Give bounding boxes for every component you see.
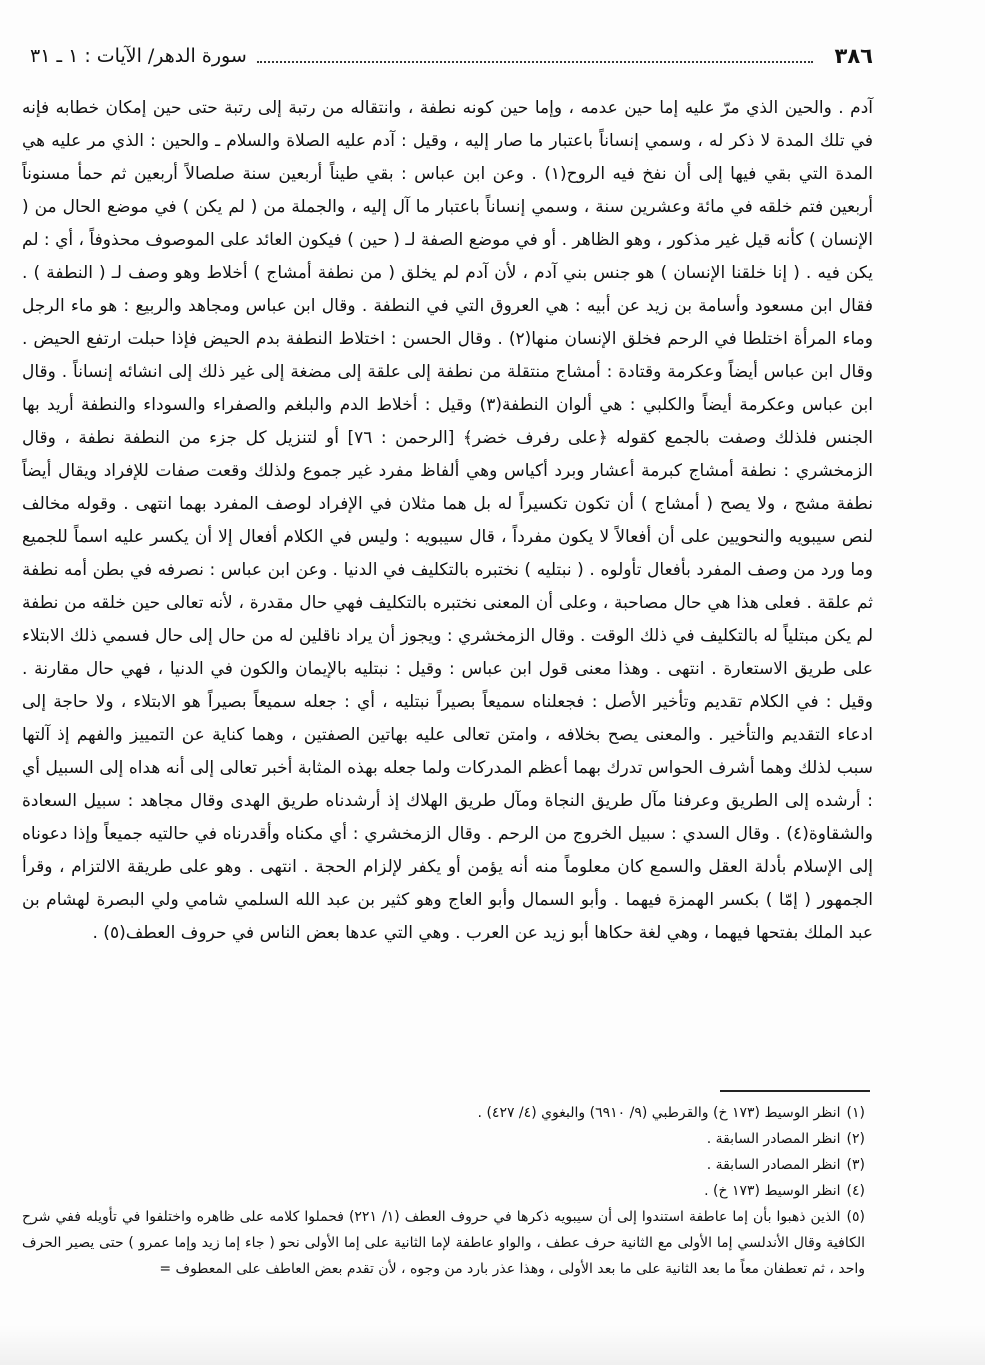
scan-bottom-edge xyxy=(0,1325,985,1365)
main-text xyxy=(22,92,873,950)
footnote-number: (٥) xyxy=(846,1209,865,1225)
header-dotted-leader xyxy=(257,61,813,63)
footnote-2 xyxy=(22,1126,865,1152)
footnote-text: الذين ذهبوا بأن إما عاطفة استندوا إلى أن سيبويه ذكرها في حروف العطف (١/ ٢٢١) فحملوا كلامه على ظاهره واختلفوا في تأويله ففي شرح الكافية وقال الأندلسي إما الأولى مع الثانية حرف عطف ، والواو عاطفة لإما الثانية على إما الأولى نحو ( جاء إما زيد وإما عمرو ) حتى يصير الحرف واحد ، ثم تعطفان معاً ما بعد الثانية على ما بعد الأولى ، وهذا عذر بارد من وجوه ، لأن تقدم بعض العاطف على المعطوف = xyxy=(22,1209,865,1277)
page-header xyxy=(30,40,873,72)
running-title: سورة الدهر/ الآيات : ١ ـ ٣١ xyxy=(30,45,247,67)
footnote-number: (٤) xyxy=(846,1183,865,1199)
footnote-text: انظر الوسيط (١٧٣ خ) . xyxy=(704,1183,841,1199)
footnote-number: (٢) xyxy=(846,1131,865,1147)
footnote-number: (١) xyxy=(846,1105,865,1121)
footnote-separator xyxy=(720,1090,870,1092)
body-paragraph: آدم . والحين الذي مرّ عليه إما حين عدمه ، وإما حين كونه نطفة ، وانتقاله من رتبة إلى رتبة حتى حين إمكان خطابه فإنه في تلك المدة لا ذكر له ، وسمي إنساناً باعتبار ما صار إليه ، وقيل : آدم عليه الصلاة والسلام ـ والحين : الذي مر عليه هي المدة التي بقي فيها إلى أن نفخ فيه الروح(١) . وعن ابن عباس : بقي طيناً أربعين سنة صلصالاً أربعين ثم حمأ مسنوناً أربعين فتم خلقه في مائة وعشرين سنة ، وسمي إنساناً باعتبار ما آل إليه ، والجملة من ( لم يكن ) في موضع الحال من ( الإنسان ) كأنه قيل غير مذكور ، وهو الظاهر . أو في موضع الصفة لـ ( حين ) فيكون العائد على الموصوف محذوفاً ، أي : لم يكن فيه . ( إنا خلقنا الإنسان ) هو جنس بني آدم ، لأن آدم لم يخلق ( من نطفة أمشاج ) أخلاط وهو وصف لـ ( النطفة ) . فقال ابن مسعود وأسامة بن زيد عن أبيه : هي العروق التي في النطفة . وقال ابن عباس ومجاهد والربيع : هو ماء الرجل وماء المرأة اختلطا في الرحم فخلق الإنسان منها(٢) . وقال الحسن : اختلاط النطفة بدم الحيض فإذا حبلت ارتفع الحيض . وقال ابن عباس أيضاً وعكرمة وقتادة : أمشاج منتقلة من نطفة إلى علقة إلى مضغة إلى غير ذلك إلى انشائه إنساناً . وقال ابن عباس وعكرمة أيضاً والكلبي : هي ألوان النطفة(٣) وقيل : أخلاط الدم والبلغم والصفراء والسوداء والنطفة أريد بها الجنس فلذلك وصفت بالجمع كقوله ﴿على رفرف خضر﴾ [الرحمن : ٧٦] أو لتنزيل كل جزء من النطفة نطفة ، وقال الزمخشري : نطفة أمشاج كبرمة أعشار وبرد أكياس وهي ألفاظ مفرد غير جموع ولذلك وقعت صفات للإفراد ويقال أيضاً نطفة مشج ، ولا يصح ( أمشاج ) أن تكون تكسيراً له بل هما مثلان في الإفراد لوصف المفرد بهما انتهى . وقوله مخالف لنص سيبويه والنحويين على أن أفعالاً لا يكون مفرداً ، قال سيبويه : وليس في الكلام أفعال إلا أن يكسر عليه اسماً للجميع وما ورد من وصف المفرد بأفعال تأولوه . ( نبتليه ) نختبره بالتكليف في الدنيا . وعن ابن عباس : نصرفه في بطن أمه نطفة ثم علقة . فعلى هذا هي حال مصاحبة ، وعلى أن المعنى نختبره بالتكليف فهي حال مقدرة ، لأنه تعالى حين خلقه من نطفة لم يكن مبتلياً له بالتكليف في ذلك الوقت . وقال الزمخشري : ويجوز أن يراد ناقلين له من حال إلى حال فسمي ذلك الابتلاء على طريق الاستعارة . انتهى . وهذا معنى قول ابن عباس : وقيل : نبتليه بالإيمان والكون في الدنيا ، فهي حال مقارنة . وقيل : في الكلام تقديم وتأخير الأصل : فجعلناه سميعاً بصيراً نبتليه ، أي : جعله سميعاً بصيراً هو الابتلاء ، ولا حاجة إلى ادعاء التقديم والتأخير . والمعنى يصح بخلافه ، وامتن تعالى عليه بهاتين الصفتين ، وهما كناية عن التمييز والفهم إذ آلتها سبب لذلك وهما أشرف الحواس تدرك بهما أعظم المدركات ولما جعله بهذه المثابة أخبر تعالى إلى أنه هداه إلى السبيل أي : أرشده إلى الطريق وعرفنا مآل طريق النجاة ومآل طريق الهلاك إذ أرشدناه طريق الهدى وقال مجاهد : سبيل السعادة والشقاوة(٤) . وقال السدي : سبيل الخروج من الرحم . وقال الزمخشري : أي مكناه وأقدرناه في حالتيه جميعاً وإذا دعوناه إلى الإسلام بأدلة العقل والسمع كان معلوماً منه أنه يؤمن أو يكفر لإلزام الحجة . انتهى . وهو على طريقة الالتزام ، وقرأ الجمهور ( إمّا ) بكسر الهمزة فيهما . وأبو السمال وأبو العاج وهو كثير بن عبد الله السلمي شامي ولي البصرة لهشام بن عبد الملك بفتحها فيهما ، وهي لغة حكاها أبو زيد عن العرب . وهي التي عدها بعض الناس في حروف العطف(٥) . xyxy=(22,98,873,943)
footnotes xyxy=(22,1100,865,1282)
footnote-text: انظر الوسيط (١٧٣ خ) والقرطبي (٩/ ٦٩١٠) والبغوي (٤/ ٤٢٧) . xyxy=(477,1105,841,1121)
footnote-text: انظر المصادر السابقة . xyxy=(706,1157,841,1173)
page-number: ٣٨٦ xyxy=(834,44,873,68)
footnote-text: انظر المصادر السابقة . xyxy=(706,1131,841,1147)
footnote-5 xyxy=(22,1204,865,1282)
footnote-4 xyxy=(22,1178,865,1204)
footnote-1 xyxy=(22,1100,865,1126)
footnote-3 xyxy=(22,1152,865,1178)
footnote-number: (٣) xyxy=(846,1157,865,1173)
